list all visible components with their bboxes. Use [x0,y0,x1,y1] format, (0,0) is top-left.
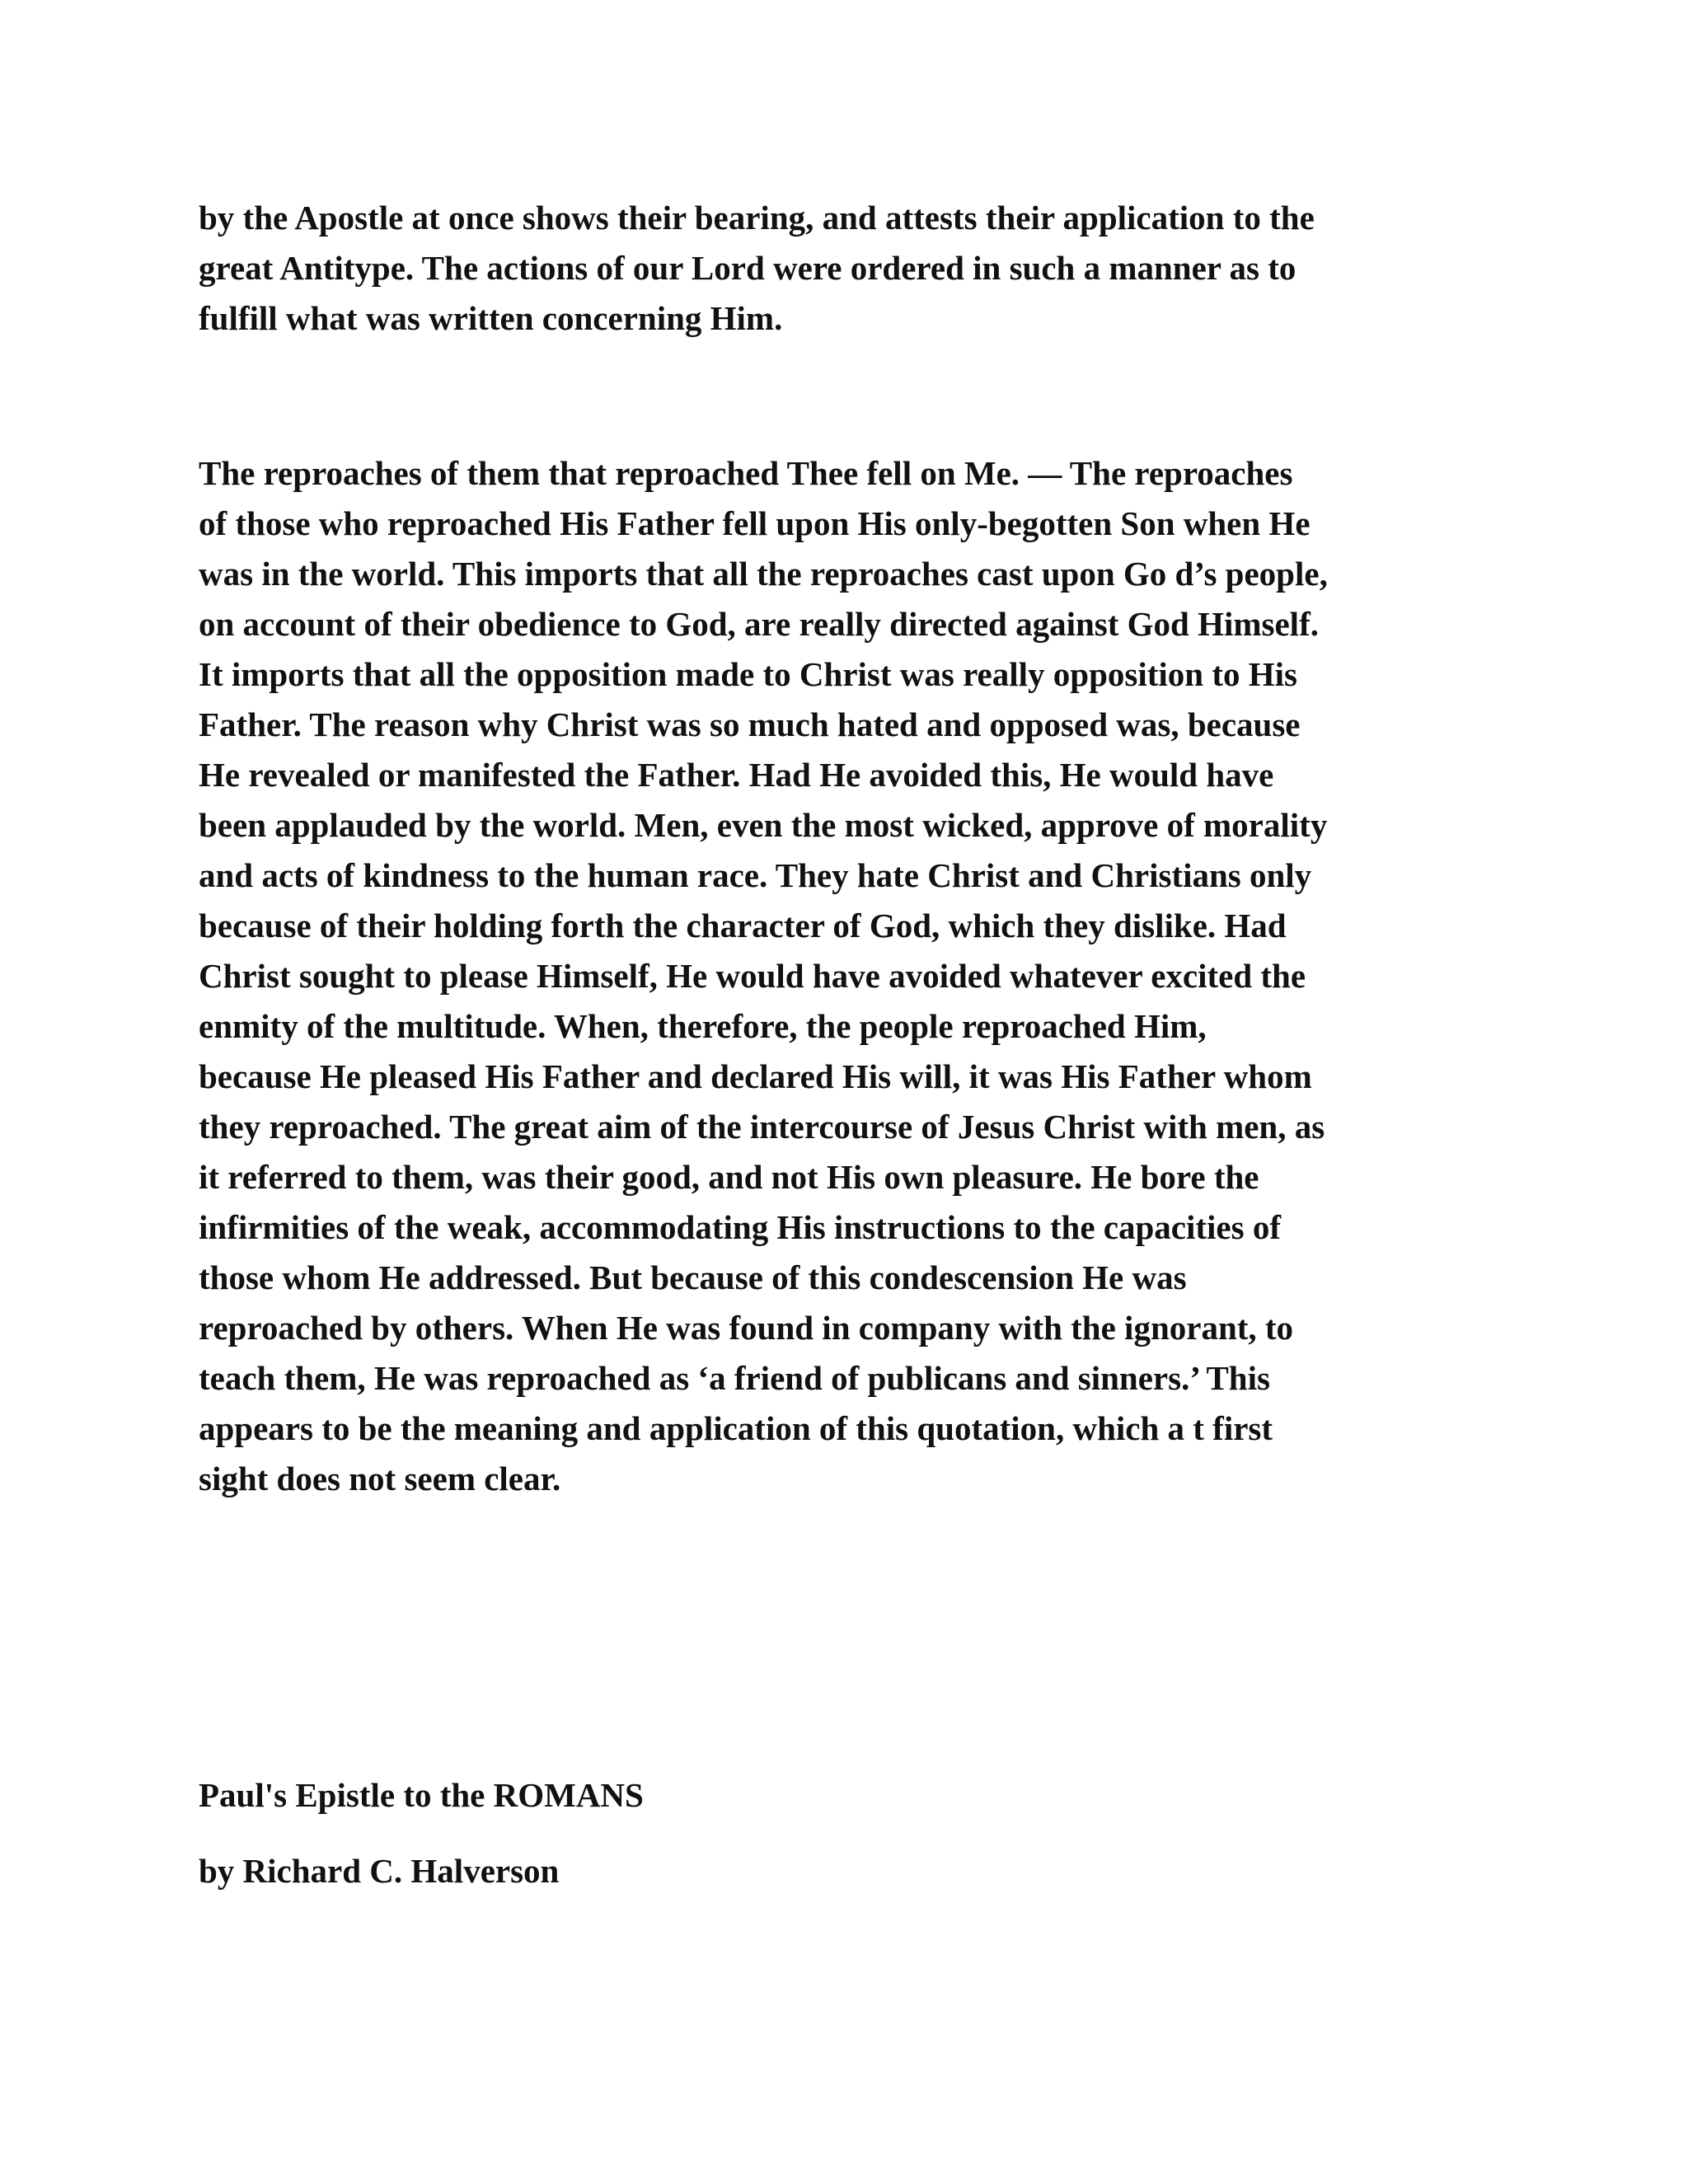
text-line: teach them, He was reproached as ‘a friend of publicans and sinners.’ This [199,1359,1270,1397]
text-line: because of their holding forth the character of God, which they dislike. Had [199,907,1287,944]
text-line: He revealed or manifested the Father. Had He avoided this, He would have [199,756,1274,794]
text-line: by the Apostle at once shows their bearing, and attests their application to the [199,199,1315,237]
text-line: reproached by others. When He was found in company with the ignorant, to [199,1309,1294,1347]
text-line: sight does not seem clear. [199,1460,561,1497]
text-line: and acts of kindness to the human race. They hate Christ and Christians only [199,856,1312,894]
text-line: infirmities of the weak, accommodating His instructions to the capacities of [199,1208,1281,1246]
text-line: great Antitype. The actions of our Lord were ordered in such a manner as to [199,249,1296,287]
text-line: Christ sought to please Himself, He would have avoided whatever excited the [199,957,1306,995]
text-line: Father. The reason why Christ was so much hated and opposed was, because [199,705,1301,743]
text-line: they reproached. The great aim of the intercourse of Jesus Christ with men, as [199,1108,1325,1146]
text-line: on account of their obedience to God, are really directed against God Himself. [199,605,1319,643]
text-line: It imports that all the opposition made to Christ was really opposition to His [199,655,1297,693]
book-title: Paul's Epistle to the ROMANS [199,1776,644,1814]
text-line: of those who reproached His Father fell upon His only-begotten Son when He [199,504,1311,542]
text-line: fulfill what was written concerning Him. [199,299,783,337]
text-line: it referred to them, was their good, and not His own pleasure. He bore the [199,1158,1259,1196]
author-line: by Richard C. Halverson [199,1852,560,1890]
text-line: The reproaches of them that reproached Thee fell on Me. — The reproaches [199,454,1293,492]
text-line: enmity of the multitude. When, therefore, the people reproached Him, [199,1007,1207,1045]
text-line: those whom He addressed. But because of this condescension He was [199,1258,1187,1296]
text-line: was in the world. This imports that all the reproaches cast upon Go d’s people, [199,555,1328,593]
text-line: appears to be the meaning and application of this quotation, which a t first [199,1409,1273,1447]
text-line: been applauded by the world. Men, even the most wicked, approve of morality [199,806,1328,844]
text-line: because He pleased His Father and declared His will, it was His Father whom [199,1057,1312,1095]
